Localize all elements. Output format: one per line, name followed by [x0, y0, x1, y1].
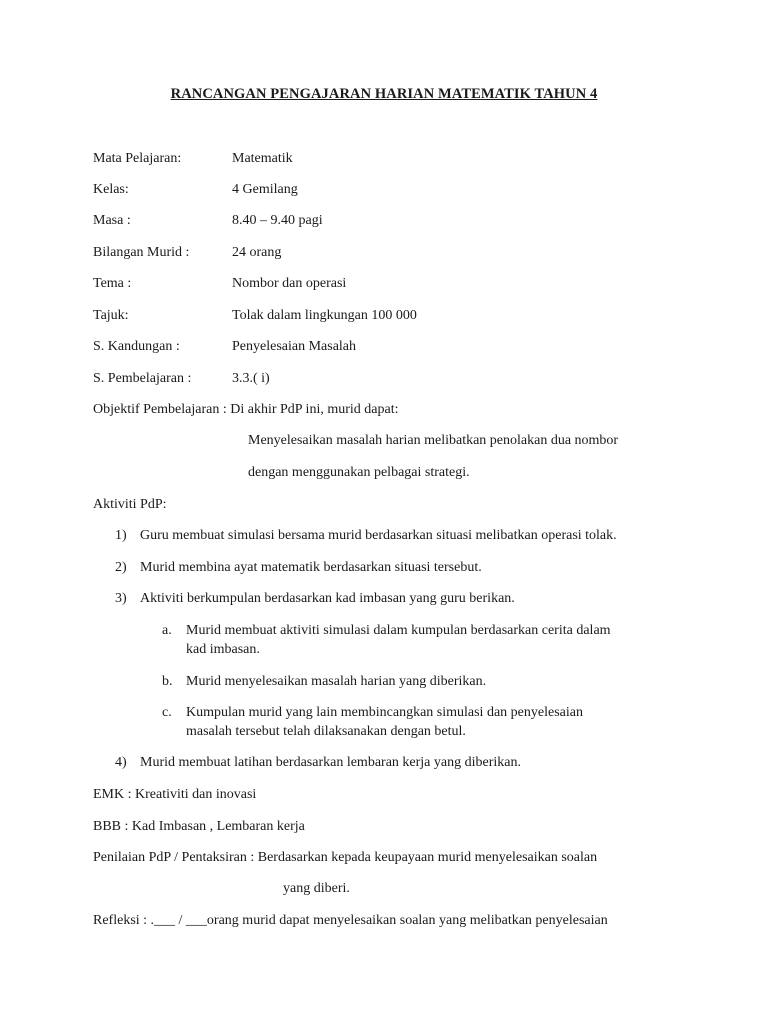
activity-item-2: Murid membina ayat matematik berdasarkan situasi tersebut.	[140, 560, 482, 575]
subactivity-letter-a: a.	[162, 623, 172, 638]
field-label-students: Bilangan Murid :	[93, 245, 190, 260]
objective-line-1: Menyelesaikan masalah harian melibatkan penolakan dua nombor	[248, 433, 619, 448]
field-value-content-standard: Penyelesaian Masalah	[232, 339, 357, 354]
assessment-line-2: yang diberi.	[283, 881, 350, 896]
subactivity-b-line-1: Murid menyelesaikan masalah harian yang diberikan.	[186, 674, 487, 689]
activity-number-3: 3)	[115, 591, 127, 606]
subactivity-c-line-2: masalah tersebut telah dilaksanakan dengan betul.	[186, 724, 466, 739]
field-value-learning-standard: 3.3.( i)	[232, 371, 270, 386]
activities-heading: Aktiviti PdP:	[93, 497, 167, 512]
field-value-time: 8.40 – 9.40 pagi	[232, 213, 323, 228]
field-label-class: Kelas:	[93, 182, 129, 197]
field-label-topic: Tajuk:	[93, 308, 129, 323]
subactivity-a-line-1: Murid membuat aktiviti simulasi dalam kumpulan berdasarkan cerita dalam	[186, 623, 611, 638]
field-value-class: 4 Gemilang	[232, 182, 298, 197]
field-label-time: Masa :	[93, 213, 131, 228]
subactivity-c-line-1: Kumpulan murid yang lain membincangkan simulasi dan penyelesaian	[186, 705, 583, 720]
reflection-line: Refleksi : .___ / ___orang murid dapat menyelesaikan soalan yang melibatkan penyelesaian	[93, 913, 608, 928]
objective-line-2: dengan menggunakan pelbagai strategi.	[248, 465, 470, 480]
activity-number-2: 2)	[115, 560, 127, 575]
field-label-theme: Tema :	[93, 276, 132, 291]
field-value-topic: Tolak dalam lingkungan 100 000	[232, 308, 417, 323]
subactivity-letter-c: c.	[162, 705, 172, 720]
page-title: RANCANGAN PENGAJARAN HARIAN MATEMATIK TAHUN 4	[170, 86, 598, 102]
field-label-content-standard: S. Kandungan :	[93, 339, 180, 354]
field-value-theme: Nombor dan operasi	[232, 276, 347, 291]
activity-item-1: Guru membuat simulasi bersama murid berdasarkan situasi melibatkan operasi tolak.	[140, 528, 617, 543]
field-value-subject: Matematik	[232, 151, 293, 166]
activity-item-4: Murid membuat latihan berdasarkan lembaran kerja yang diberikan.	[140, 755, 521, 770]
activity-item-3: Aktiviti berkumpulan berdasarkan kad imbasan yang guru berikan.	[140, 591, 515, 606]
activity-number-4: 4)	[115, 755, 127, 770]
field-label-learning-standard: S. Pembelajaran :	[93, 371, 192, 386]
subactivity-a-line-2: kad imbasan.	[186, 642, 260, 657]
field-label-subject: Mata Pelajaran:	[93, 151, 182, 166]
bbb-line: BBB : Kad Imbasan , Lembaran kerja	[93, 819, 305, 834]
objective-heading: Objektif Pembelajaran : Di akhir PdP ini, murid dapat:	[93, 402, 399, 417]
emk-line: EMK : Kreativiti dan inovasi	[93, 787, 257, 802]
assessment-line-1: Penilaian PdP / Pentaksiran : Berdasarkan kepada keupayaan murid menyelesaikan soalan	[93, 850, 598, 865]
subactivity-letter-b: b.	[162, 674, 173, 689]
field-value-students: 24 orang	[232, 245, 282, 260]
activity-number-1: 1)	[115, 528, 127, 543]
